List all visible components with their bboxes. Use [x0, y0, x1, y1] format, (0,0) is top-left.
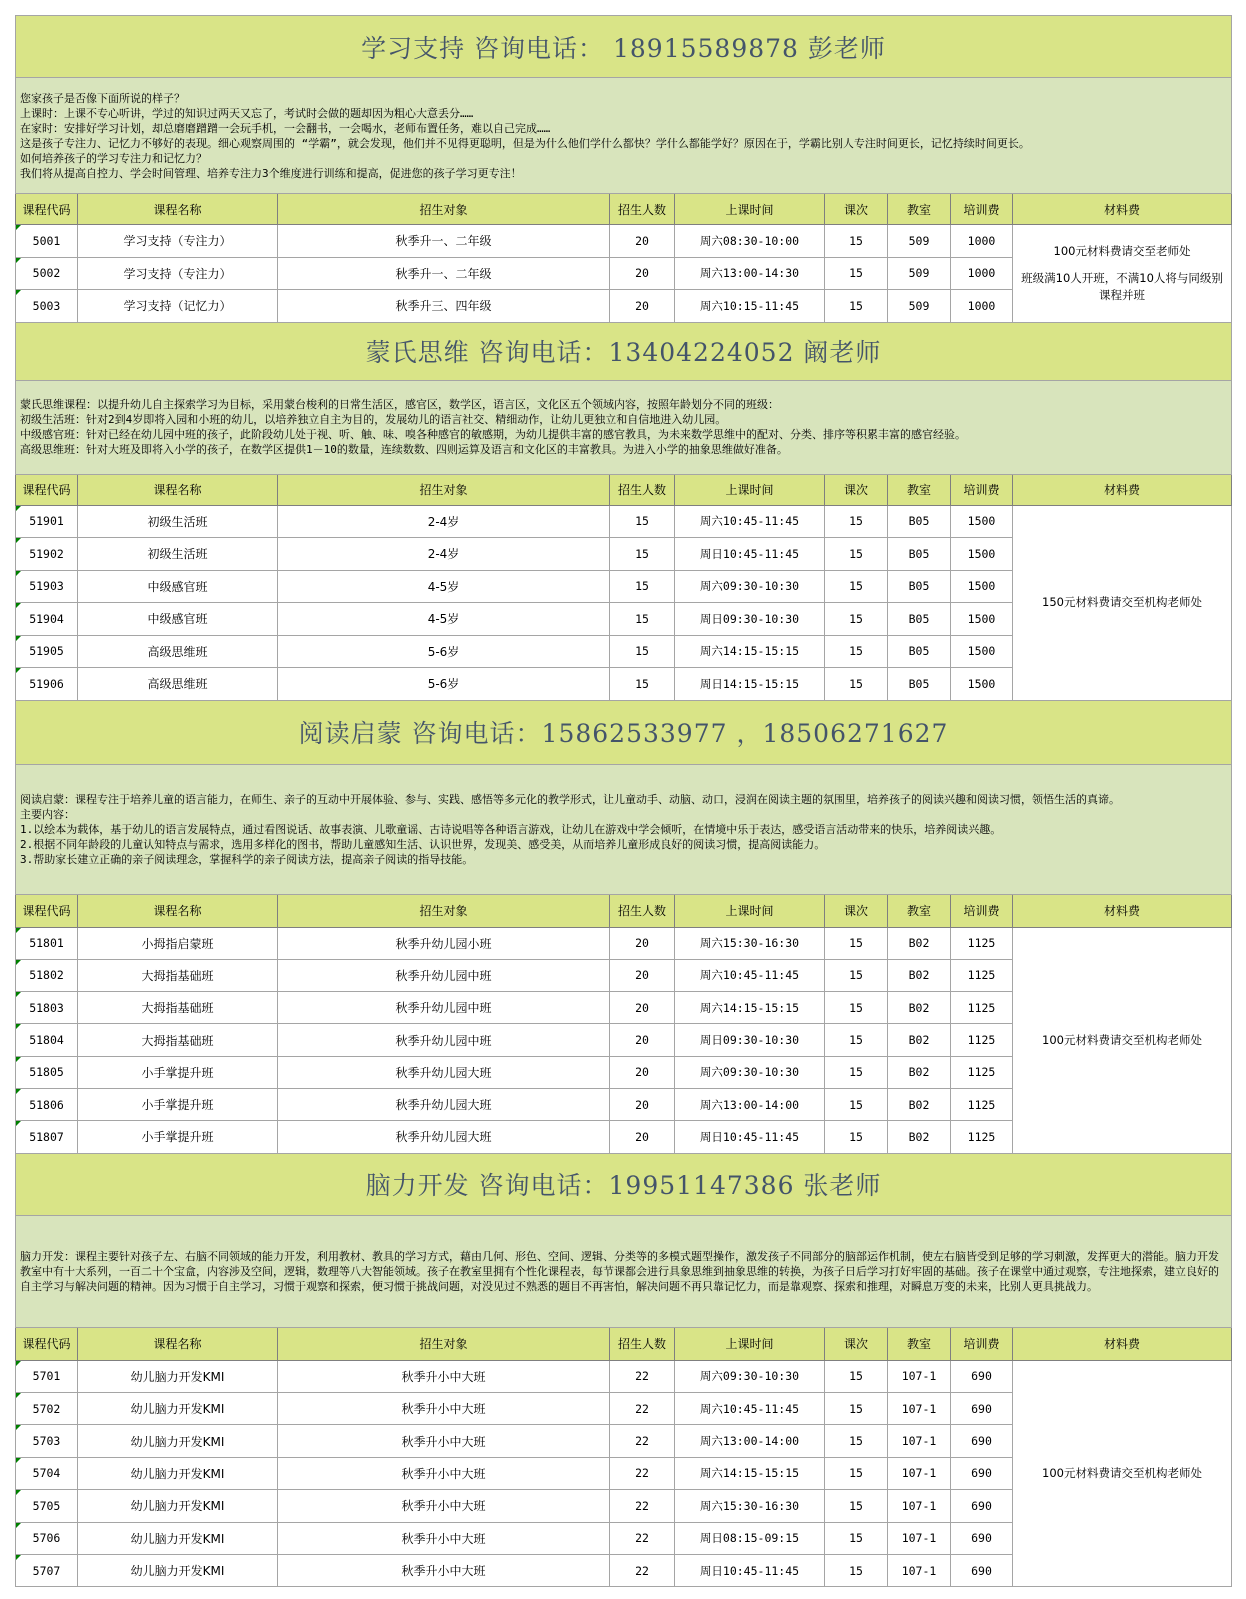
material-fee-text: 班级满10人开班，不满10人将与同级别课程并班 [1021, 270, 1223, 302]
cell-enrollment: 15 [610, 505, 675, 538]
cell-enrollment: 20 [610, 1056, 675, 1088]
cell-sessions: 15 [825, 570, 888, 603]
header-enrollment: 招生人数 [610, 474, 675, 505]
material-fee-note [1013, 505, 1232, 700]
cell-target: 秋季升幼儿园中班 [278, 959, 610, 991]
cell-course-code: 51803 [16, 992, 78, 1024]
cell-course-code: 51806 [16, 1088, 78, 1120]
cell-target: 秋季升幼儿园中班 [278, 992, 610, 1024]
cell-course-name: 小拇指启蒙班 [78, 927, 278, 959]
cell-sessions: 15 [825, 959, 888, 991]
cell-tuition: 690 [951, 1425, 1013, 1457]
header-sessions: 课次 [825, 1327, 888, 1360]
column-header-row [16, 894, 1232, 927]
cell-course-code: 5706 [16, 1522, 78, 1554]
cell-target: 秋季升小中大班 [278, 1425, 610, 1457]
cell-classroom: B05 [888, 668, 951, 701]
header-target: 招生对象 [278, 894, 610, 927]
cell-classroom: B02 [888, 959, 951, 991]
cell-course-name: 学习支持（记忆力） [78, 290, 278, 323]
header-class-time: 上课时间 [675, 194, 825, 225]
cell-enrollment: 20 [610, 992, 675, 1024]
cell-sessions: 15 [825, 927, 888, 959]
cell-classroom: 107-1 [888, 1392, 951, 1424]
cell-classroom: 107-1 [888, 1457, 951, 1489]
section-description [16, 78, 1232, 194]
section-description-row [16, 764, 1232, 894]
cell-target: 4-5岁 [278, 603, 610, 636]
cell-classroom: B05 [888, 570, 951, 603]
section-description [16, 764, 1232, 894]
cell-sessions: 15 [825, 603, 888, 636]
cell-tuition: 1000 [951, 257, 1013, 290]
cell-target: 秋季升幼儿园小班 [278, 927, 610, 959]
section-description-row [16, 1215, 1232, 1327]
cell-sessions: 15 [825, 1088, 888, 1120]
description-line: 3.帮助家长建立正确的亲子阅读理念，掌握科学的亲子阅读方法，提高亲子阅读的指导技能。 [20, 852, 474, 866]
cell-enrollment: 22 [610, 1392, 675, 1424]
cell-class-time: 周六10:45-11:45 [675, 959, 825, 991]
section-description [16, 1215, 1232, 1327]
cell-classroom: B05 [888, 603, 951, 636]
header-target: 招生对象 [278, 474, 610, 505]
header-target: 招生对象 [278, 194, 610, 225]
cell-course-code: 51904 [16, 603, 78, 636]
cell-target: 5-6岁 [278, 668, 610, 701]
header-material-fee: 材料费 [1013, 194, 1232, 225]
header-classroom: 教室 [888, 894, 951, 927]
cell-class-time: 周日10:45-11:45 [675, 1554, 825, 1586]
cell-class-time: 周日09:30-10:30 [675, 1024, 825, 1056]
cell-enrollment: 15 [610, 668, 675, 701]
cell-classroom: B02 [888, 1056, 951, 1088]
cell-tuition: 1500 [951, 505, 1013, 538]
cell-classroom: B02 [888, 1024, 951, 1056]
cell-course-name: 小手掌提升班 [78, 1056, 278, 1088]
header-class-time: 上课时间 [675, 1327, 825, 1360]
cell-course-name: 高级思维班 [78, 635, 278, 668]
header-course-name: 课程名称 [78, 194, 278, 225]
material-fee-note [1013, 1360, 1232, 1587]
section-banner-row [16, 16, 1232, 78]
cell-course-code: 51801 [16, 927, 78, 959]
header-enrollment: 招生人数 [610, 894, 675, 927]
cell-sessions: 15 [825, 1554, 888, 1586]
description-line: 2.根据不同年龄段的儿童认知特点与需求，选用多样化的图书，帮助儿童感知生活、认识世界，发现美、感受美，从而培养儿童形成良好的阅读习惯，提高阅读能力。 [20, 837, 826, 851]
cell-classroom: B05 [888, 635, 951, 668]
header-classroom: 教室 [888, 194, 951, 225]
table-row [16, 927, 1232, 959]
cell-course-code: 5003 [16, 290, 78, 323]
cell-sessions: 15 [825, 1425, 888, 1457]
cell-enrollment: 20 [610, 959, 675, 991]
description-line: 这是孩子专注力、记忆力不够好的表现。细心观察周围的 “学霸”，就会发现，他们并不见得更聪明，但是为什么他们学什么都快？学什么都能学好？原因在于，学霸比别人专注时间更长，记忆持续时间更长。 [20, 136, 1030, 150]
cell-sessions: 15 [825, 1392, 888, 1424]
description-line: 在家时：安排好学习计划，却总磨磨蹭蹭一会玩手机，一会翻书，一会喝水，老师布置任务，难以自己完成…… [20, 121, 551, 135]
cell-course-code: 51804 [16, 1024, 78, 1056]
cell-class-time: 周六10:15-11:45 [675, 290, 825, 323]
cell-course-name: 初级生活班 [78, 505, 278, 538]
cell-target: 秋季升幼儿园大班 [278, 1121, 610, 1153]
cell-target: 秋季升一、二年级 [278, 257, 610, 290]
material-fee-text: 150元材料费请交至机构老师处 [1042, 595, 1202, 609]
cell-tuition: 690 [951, 1490, 1013, 1522]
cell-class-time: 周六14:15-15:15 [675, 635, 825, 668]
cell-class-time: 周六15:30-16:30 [675, 927, 825, 959]
cell-course-code: 51903 [16, 570, 78, 603]
cell-enrollment: 15 [610, 570, 675, 603]
section-title: 学习支持 咨询电话： 18915589878 彭老师 [16, 16, 1232, 78]
cell-sessions: 15 [825, 225, 888, 258]
cell-class-time: 周六10:45-11:45 [675, 505, 825, 538]
cell-course-code: 51901 [16, 505, 78, 538]
cell-target: 秋季升小中大班 [278, 1360, 610, 1392]
cell-class-time: 周日09:30-10:30 [675, 603, 825, 636]
cell-course-code: 5701 [16, 1360, 78, 1392]
description-line: 1.以绘本为载体，基于幼儿的语言发展特点，通过看图说话、故事表演、儿歌童谣、古诗说唱等各种语言游戏，让幼儿在游戏中学会倾听，在情境中乐于表达，感受语言活动带来的快乐，培养阅读兴趣。 [20, 822, 1002, 836]
cell-sessions: 15 [825, 257, 888, 290]
material-fee-note [1013, 927, 1232, 1153]
cell-target: 2-4岁 [278, 538, 610, 571]
cell-course-code: 5702 [16, 1392, 78, 1424]
table-row [16, 505, 1232, 538]
cell-classroom: 509 [888, 225, 951, 258]
cell-tuition: 690 [951, 1392, 1013, 1424]
header-course-code: 课程代码 [16, 474, 78, 505]
cell-course-name: 大拇指基础班 [78, 992, 278, 1024]
header-tuition: 培训费 [951, 194, 1013, 225]
cell-sessions: 15 [825, 505, 888, 538]
section-title: 脑力开发 咨询电话：19951147386 张老师 [16, 1153, 1232, 1215]
header-material-fee: 材料费 [1013, 474, 1232, 505]
cell-tuition: 1125 [951, 1024, 1013, 1056]
cell-class-time: 周六09:30-10:30 [675, 570, 825, 603]
header-classroom: 教室 [888, 1327, 951, 1360]
cell-sessions: 15 [825, 1522, 888, 1554]
cell-classroom: 107-1 [888, 1554, 951, 1586]
course-table [15, 15, 1232, 1587]
cell-tuition: 1125 [951, 992, 1013, 1024]
cell-classroom: B02 [888, 927, 951, 959]
header-course-name: 课程名称 [78, 1327, 278, 1360]
cell-enrollment: 20 [610, 927, 675, 959]
header-course-code: 课程代码 [16, 894, 78, 927]
material-fee-text: 100元材料费请交至机构老师处 [1042, 1465, 1202, 1480]
cell-target: 秋季升三、四年级 [278, 290, 610, 323]
description-line: 我们将从提高自控力、学会时间管理、培养专注力3个维度进行训练和提高，促进您的孩子学习更专注！ [20, 166, 522, 180]
cell-course-name: 初级生活班 [78, 538, 278, 571]
table-row [16, 1360, 1232, 1392]
section-description [16, 380, 1232, 474]
cell-target: 秋季升小中大班 [278, 1554, 610, 1586]
cell-sessions: 15 [825, 1024, 888, 1056]
section-description-row [16, 78, 1232, 194]
header-enrollment: 招生人数 [610, 194, 675, 225]
header-tuition: 培训费 [951, 894, 1013, 927]
description-line: 阅读启蒙：课程专注于培养儿童的语言能力，在师生、亲子的互动中开展体验、参与、实践、感悟等多元化的教学形式，让儿童动手、动脑、动口，浸润在阅读主题的氛围里，培养孩子的阅读兴趣和阅读习惯，领悟生活的真谛。 [20, 792, 1120, 806]
cell-course-code: 5707 [16, 1554, 78, 1586]
cell-sessions: 15 [825, 1056, 888, 1088]
description-line: 高级思维班：针对大班及即将入小学的孩子，在数学区提供1－10的数量，连续数数、四则运算及语言和文化区的丰富教具。为进入小学的抽象思维做好准备。 [20, 443, 788, 456]
cell-tuition: 1125 [951, 1121, 1013, 1153]
cell-enrollment: 20 [610, 225, 675, 258]
cell-tuition: 690 [951, 1457, 1013, 1489]
cell-tuition: 690 [951, 1360, 1013, 1392]
course-sheet [15, 15, 1231, 1587]
cell-enrollment: 15 [610, 603, 675, 636]
cell-classroom: B02 [888, 1088, 951, 1120]
cell-classroom: 107-1 [888, 1360, 951, 1392]
header-sessions: 课次 [825, 894, 888, 927]
cell-course-code: 51802 [16, 959, 78, 991]
cell-course-code: 5002 [16, 257, 78, 290]
cell-sessions: 15 [825, 1121, 888, 1153]
cell-sessions: 15 [825, 538, 888, 571]
cell-sessions: 15 [825, 1490, 888, 1522]
description-line: 蒙氏思维课程：以提升幼儿自主探索学习为目标，采用蒙台梭利的日常生活区，感官区，数学区，语言区，文化区五个领域内容，按照年龄划分不同的班级： [20, 398, 779, 411]
cell-course-code: 51905 [16, 635, 78, 668]
material-fee-note [1013, 225, 1232, 323]
cell-class-time: 周日08:15-09:15 [675, 1522, 825, 1554]
description-line: 主要内容： [20, 807, 75, 821]
cell-enrollment: 20 [610, 1121, 675, 1153]
description-line: 您家孩子是否像下面所说的样子？ [20, 91, 185, 105]
cell-course-name: 幼儿脑力开发KMI [78, 1457, 278, 1489]
cell-sessions: 15 [825, 668, 888, 701]
cell-target: 秋季升小中大班 [278, 1490, 610, 1522]
cell-classroom: 509 [888, 257, 951, 290]
cell-class-time: 周六08:30-10:00 [675, 225, 825, 258]
column-header-row [16, 194, 1232, 225]
description-line: 脑力开发：课程主要针对孩子左、右脑不同领域的能力开发，利用教材、教具的学习方式，藉由几何、形色、空间、逻辑、分类等的多模式题型操作，激发孩子不同部分的脑部运作机制，使左右脑皆受到足够的学习刺激，发挥更大的潜能。脑力开发教室中有十大系列，一百二十个宝盒，内容涉及空间，逻辑，数理等八大智能领域。孩子在教室里拥有个性化课程表，每节课都会进行具象思维到抽象思维的转换，为孩子日后学习打好牢固的基础。孩子在课堂中通过观察，专注地探索，建立良好的自主学习与解决问题的精神。因为习惯于自主学习，习惯于观察和探索，便习惯于挑战问题，对没见过不熟悉的题目不再害怕，解决问题不再只靠记忆力，而是靠观察、探索和推理，对瞬息万变的未来，比别人更具挑战力。 [20, 1249, 1219, 1293]
cell-classroom: B02 [888, 992, 951, 1024]
cell-course-code: 51805 [16, 1056, 78, 1088]
cell-class-time: 周六14:15-15:15 [675, 992, 825, 1024]
cell-target: 2-4岁 [278, 505, 610, 538]
description-line: 如何培养孩子的学习专注力和记忆力？ [20, 151, 207, 165]
cell-enrollment: 20 [610, 257, 675, 290]
cell-course-code: 5704 [16, 1457, 78, 1489]
cell-class-time: 周六10:45-11:45 [675, 1392, 825, 1424]
cell-tuition: 1500 [951, 668, 1013, 701]
cell-tuition: 1000 [951, 290, 1013, 323]
cell-course-name: 学习支持（专注力） [78, 225, 278, 258]
cell-target: 秋季升幼儿园大班 [278, 1088, 610, 1120]
cell-tuition: 1500 [951, 538, 1013, 571]
cell-course-name: 高级思维班 [78, 668, 278, 701]
cell-enrollment: 22 [610, 1522, 675, 1554]
cell-target: 秋季升小中大班 [278, 1392, 610, 1424]
cell-enrollment: 20 [610, 290, 675, 323]
cell-course-name: 大拇指基础班 [78, 1024, 278, 1056]
cell-classroom: 107-1 [888, 1425, 951, 1457]
cell-tuition: 1000 [951, 225, 1013, 258]
description-line: 上课时：上课不专心听讲，学过的知识过两天又忘了，考试时会做的题却因为粗心大意丢分…… [20, 106, 474, 120]
cell-target: 5-6岁 [278, 635, 610, 668]
cell-enrollment: 22 [610, 1490, 675, 1522]
cell-course-name: 学习支持（专注力） [78, 257, 278, 290]
cell-course-name: 中级感官班 [78, 603, 278, 636]
cell-class-time: 周六09:30-10:30 [675, 1360, 825, 1392]
header-course-code: 课程代码 [16, 1327, 78, 1360]
cell-tuition: 1125 [951, 1056, 1013, 1088]
cell-tuition: 1500 [951, 570, 1013, 603]
description-line: 中级感官班：针对已经在幼儿园中班的孩子，此阶段幼儿处于视、听、触、味、嗅各种感官的敏感期，为幼儿提供丰富的感官教具，为未来数学思维中的配对、分类、排序等积累丰富的感官经验。 [20, 428, 966, 441]
header-course-code: 课程代码 [16, 194, 78, 225]
cell-sessions: 15 [825, 290, 888, 323]
cell-target: 秋季升幼儿园大班 [278, 1056, 610, 1088]
cell-course-name: 幼儿脑力开发KMI [78, 1392, 278, 1424]
cell-course-name: 中级感官班 [78, 570, 278, 603]
section-banner-row [16, 700, 1232, 764]
cell-course-name: 小手掌提升班 [78, 1121, 278, 1153]
cell-course-name: 幼儿脑力开发KMI [78, 1522, 278, 1554]
cell-classroom: 107-1 [888, 1522, 951, 1554]
cell-target: 4-5岁 [278, 570, 610, 603]
cell-tuition: 1125 [951, 959, 1013, 991]
header-class-time: 上课时间 [675, 894, 825, 927]
cell-course-name: 幼儿脑力开发KMI [78, 1360, 278, 1392]
column-header-row [16, 1327, 1232, 1360]
cell-enrollment: 20 [610, 1088, 675, 1120]
cell-classroom: B05 [888, 538, 951, 571]
cell-classroom: 509 [888, 290, 951, 323]
cell-class-time: 周六15:30-16:30 [675, 1490, 825, 1522]
cell-course-code: 51902 [16, 538, 78, 571]
cell-class-time: 周六13:00-14:00 [675, 1088, 825, 1120]
cell-classroom: B05 [888, 505, 951, 538]
section-banner-row [16, 1153, 1232, 1215]
cell-sessions: 15 [825, 1457, 888, 1489]
cell-course-code: 5705 [16, 1490, 78, 1522]
cell-classroom: B02 [888, 1121, 951, 1153]
header-sessions: 课次 [825, 194, 888, 225]
section-title: 蒙氏思维 咨询电话：13404224052 阚老师 [16, 322, 1232, 380]
cell-class-time: 周六13:00-14:30 [675, 257, 825, 290]
header-tuition: 培训费 [951, 1327, 1013, 1360]
cell-enrollment: 22 [610, 1554, 675, 1586]
description-line: 初级生活班：针对2到4岁即将入园和小班的幼儿，以培养独立自主为目的，发展幼儿的语言社交、精细动作，让幼儿更独立和自信地进入幼儿园。 [20, 413, 727, 426]
cell-enrollment: 15 [610, 538, 675, 571]
cell-target: 秋季升幼儿园中班 [278, 1024, 610, 1056]
header-material-fee: 材料费 [1013, 894, 1232, 927]
cell-course-name: 幼儿脑力开发KMI [78, 1490, 278, 1522]
cell-target: 秋季升一、二年级 [278, 225, 610, 258]
section-banner-row [16, 322, 1232, 380]
cell-tuition: 690 [951, 1554, 1013, 1586]
column-header-row [16, 474, 1232, 505]
header-enrollment: 招生人数 [610, 1327, 675, 1360]
header-material-fee: 材料费 [1013, 1327, 1232, 1360]
cell-tuition: 1500 [951, 635, 1013, 668]
section-description-row [16, 380, 1232, 474]
cell-class-time: 周六14:15-15:15 [675, 1457, 825, 1489]
header-class-time: 上课时间 [675, 474, 825, 505]
cell-course-code: 5001 [16, 225, 78, 258]
cell-sessions: 15 [825, 635, 888, 668]
cell-course-name: 大拇指基础班 [78, 959, 278, 991]
cell-course-name: 幼儿脑力开发KMI [78, 1554, 278, 1586]
table-row [16, 225, 1232, 258]
cell-tuition: 1125 [951, 1088, 1013, 1120]
cell-enrollment: 22 [610, 1425, 675, 1457]
cell-target: 秋季升小中大班 [278, 1457, 610, 1489]
cell-sessions: 15 [825, 1360, 888, 1392]
cell-sessions: 15 [825, 992, 888, 1024]
cell-class-time: 周六13:00-14:00 [675, 1425, 825, 1457]
cell-enrollment: 20 [610, 1024, 675, 1056]
cell-enrollment: 15 [610, 635, 675, 668]
cell-class-time: 周六09:30-10:30 [675, 1056, 825, 1088]
material-fee-text: 100元材料费请交至机构老师处 [1042, 1032, 1202, 1047]
cell-enrollment: 22 [610, 1457, 675, 1489]
header-course-name: 课程名称 [78, 894, 278, 927]
header-tuition: 培训费 [951, 474, 1013, 505]
section-title: 阅读启蒙 咨询电话：15862533977 ，18506271627 [16, 700, 1232, 764]
cell-enrollment: 22 [610, 1360, 675, 1392]
cell-course-name: 小手掌提升班 [78, 1088, 278, 1120]
header-sessions: 课次 [825, 474, 888, 505]
cell-classroom: 107-1 [888, 1490, 951, 1522]
cell-course-code: 51807 [16, 1121, 78, 1153]
cell-class-time: 周日10:45-11:45 [675, 1121, 825, 1153]
cell-tuition: 1500 [951, 603, 1013, 636]
cell-course-name: 幼儿脑力开发KMI [78, 1425, 278, 1457]
header-course-name: 课程名称 [78, 474, 278, 505]
cell-target: 秋季升小中大班 [278, 1522, 610, 1554]
cell-tuition: 1125 [951, 927, 1013, 959]
cell-class-time: 周日10:45-11:45 [675, 538, 825, 571]
header-target: 招生对象 [278, 1327, 610, 1360]
cell-class-time: 周日14:15-15:15 [675, 668, 825, 701]
cell-course-code: 51906 [16, 668, 78, 701]
cell-course-code: 5703 [16, 1425, 78, 1457]
material-fee-text: 100元材料费请交至老师处 [1053, 243, 1191, 258]
cell-tuition: 690 [951, 1522, 1013, 1554]
header-classroom: 教室 [888, 474, 951, 505]
